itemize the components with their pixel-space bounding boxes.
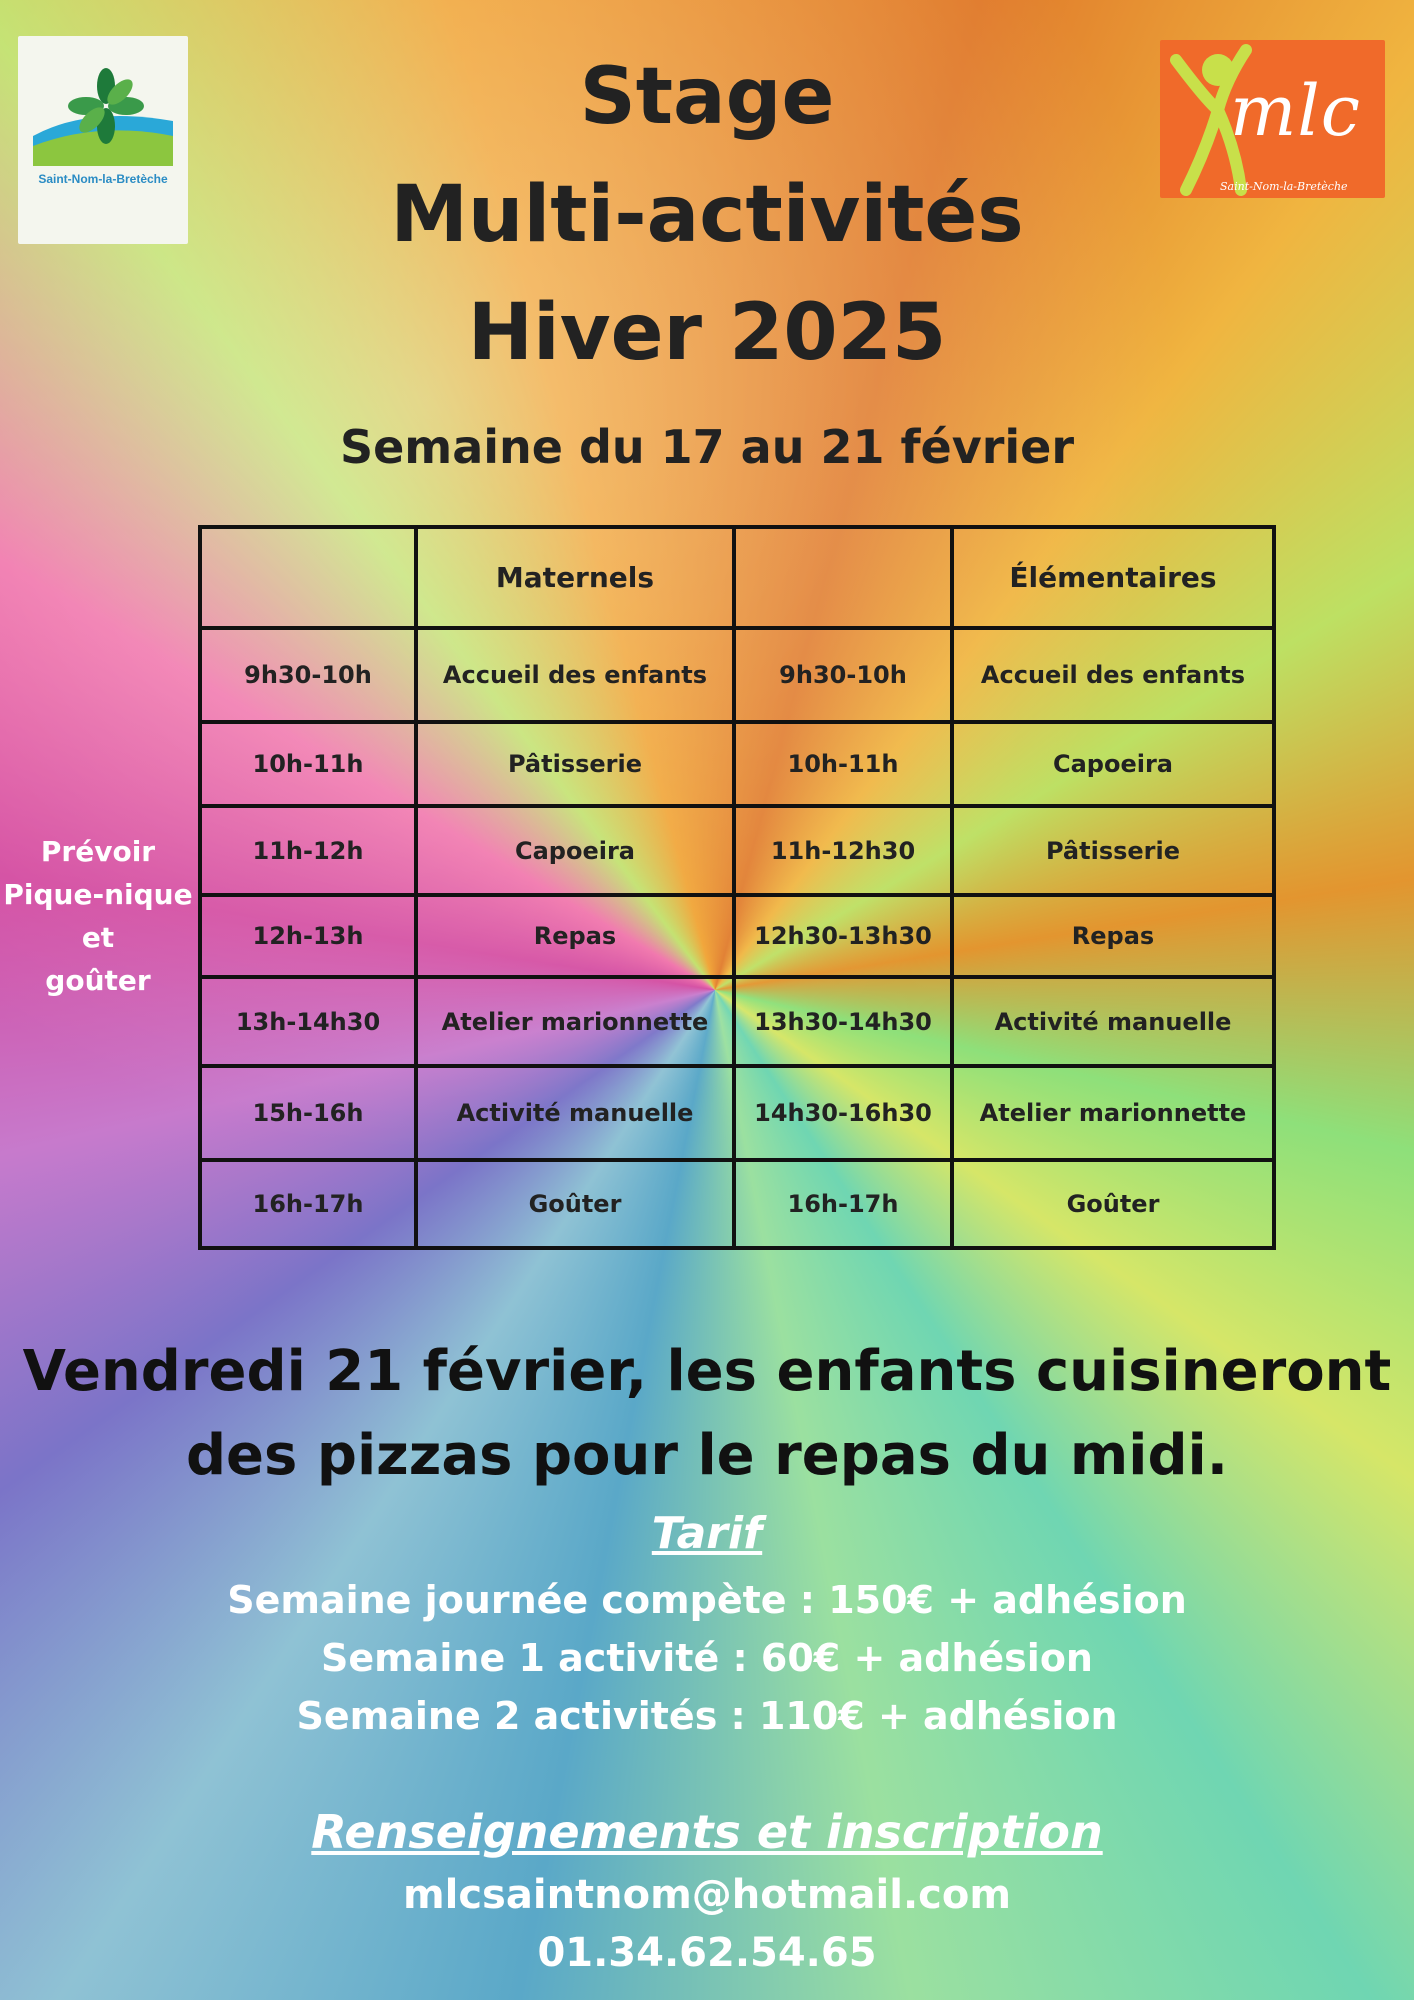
time-cell: 15h-16h: [200, 1066, 416, 1160]
activity-cell: Atelier marionnette: [952, 1066, 1274, 1160]
title-line-3: Hiver 2025: [467, 288, 947, 378]
header-cell: [200, 527, 416, 628]
pizza-announcement: [0, 1330, 1414, 1498]
activity-cell: Repas: [416, 895, 734, 977]
mlc-logo-caption: Saint-Nom-la-Bretèche: [1220, 180, 1348, 193]
time-cell: 9h30-10h: [200, 628, 416, 722]
title-line-2: Multi-activités: [390, 170, 1024, 260]
announcement-line-2: des pizzas pour le repas du midi.: [185, 1423, 1229, 1488]
activity-cell: Pâtisserie: [952, 806, 1274, 895]
contact-phone[interactable]: 01.34.62.54.65: [537, 1930, 877, 1976]
announcement-line-1: Vendredi 21 février, les enfants cuisineront: [22, 1339, 1392, 1404]
activity-cell: Goûter: [952, 1160, 1274, 1248]
time-cell: 12h30-13h30: [734, 895, 952, 977]
time-cell: 14h30-16h30: [734, 1066, 952, 1160]
activity-cell: Accueil des enfants: [952, 628, 1274, 722]
header-elementaires: Élémentaires: [952, 527, 1274, 628]
tarif-heading: Tarif: [651, 1508, 763, 1559]
title-line-1: Stage: [579, 52, 835, 142]
tarif-line: Semaine journée compète : 150€ + adhésion: [227, 1578, 1187, 1622]
mlc-logo-word: mlc: [1230, 70, 1361, 152]
table-row: [200, 722, 1274, 806]
contact-heading: Renseignements et inscription: [311, 1805, 1103, 1859]
tarif-line: Semaine 2 activités : 110€ + adhésion: [296, 1694, 1118, 1738]
activity-cell: Activité manuelle: [416, 1066, 734, 1160]
table-row: [200, 977, 1274, 1066]
activity-cell: Activité manuelle: [952, 977, 1274, 1066]
contact-email[interactable]: mlcsaintnom@hotmail.com: [402, 1872, 1012, 1918]
side-note: [0, 830, 196, 1002]
tarif-line: Semaine 1 activité : 60€ + adhésion: [321, 1636, 1093, 1680]
time-cell: 16h-17h: [734, 1160, 952, 1248]
time-cell: 16h-17h: [200, 1160, 416, 1248]
table-row: [200, 1066, 1274, 1160]
table-row: [200, 806, 1274, 895]
table-row: [200, 628, 1274, 722]
activity-cell: Atelier marionnette: [416, 977, 734, 1066]
schedule-table: [198, 525, 1276, 1250]
time-cell: 11h-12h30: [734, 806, 952, 895]
header-cell: [734, 527, 952, 628]
time-cell: 10h-11h: [734, 722, 952, 806]
week-subtitle: Semaine du 17 au 21 février: [339, 420, 1075, 474]
table-row: [200, 1160, 1274, 1248]
table-header-row: [200, 527, 1274, 628]
logo-left-caption: Saint-Nom-la-Bretèche: [38, 172, 168, 186]
side-note-line: Pique-nique: [3, 878, 193, 911]
time-cell: 9h30-10h: [734, 628, 952, 722]
activity-cell: Pâtisserie: [416, 722, 734, 806]
activity-cell: Accueil des enfants: [416, 628, 734, 722]
time-cell: 12h-13h: [200, 895, 416, 977]
activity-cell: Capoeira: [416, 806, 734, 895]
activity-cell: Capoeira: [952, 722, 1274, 806]
side-note-line: goûter: [45, 964, 151, 997]
time-cell: 10h-11h: [200, 722, 416, 806]
side-note-line: et: [81, 921, 115, 954]
side-note-line: Prévoir: [40, 835, 156, 868]
time-cell: 13h30-14h30: [734, 977, 952, 1066]
time-cell: 11h-12h: [200, 806, 416, 895]
activity-cell: Goûter: [416, 1160, 734, 1248]
time-cell: 13h-14h30: [200, 977, 416, 1066]
activity-cell: Repas: [952, 895, 1274, 977]
header-maternels: Maternels: [416, 527, 734, 628]
table-row: [200, 895, 1274, 977]
